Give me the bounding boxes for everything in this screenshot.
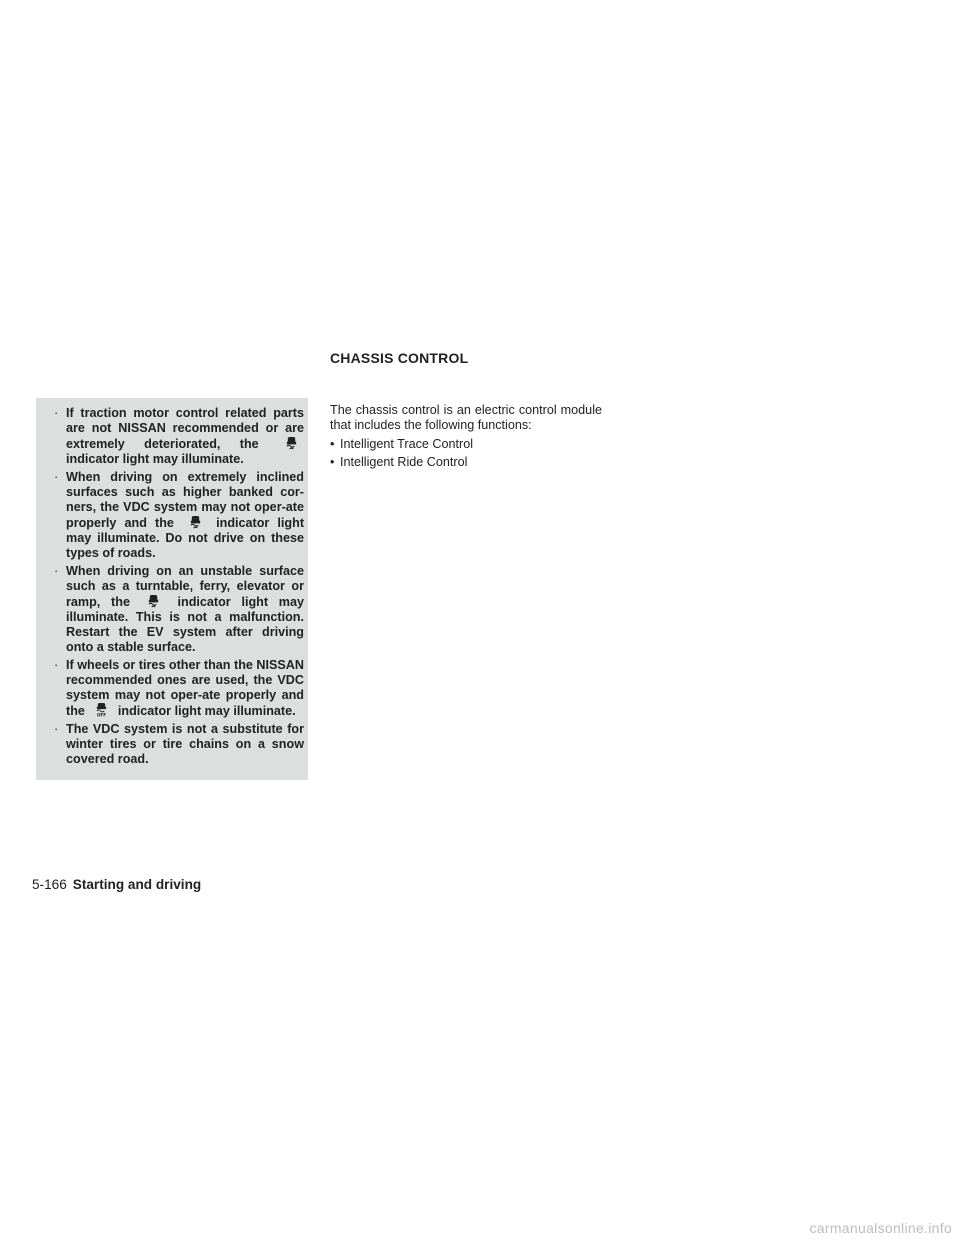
list-item-text: Intelligent Trace Control xyxy=(340,437,474,451)
caution-text: If wheels or tires other than the NISSAN recommended ones are used, the VDC system may not oper-ate properly and the xyxy=(66,658,304,718)
section-intro: The chassis control is an electric control module that includes the following functions: xyxy=(330,403,602,432)
caution-item xyxy=(54,564,304,655)
chapter-title: Starting and driving xyxy=(72,877,202,892)
caution-text: The VDC system is not a substitute for winter tires or tire chains on a snow covered road. xyxy=(66,722,304,766)
bullet: · xyxy=(54,406,59,420)
bullet: • xyxy=(330,455,335,469)
caution-item xyxy=(54,658,304,719)
section-body xyxy=(330,403,602,473)
caution-text: indicator light may illuminate. This is not a malfunction. Restart the EV system after driving onto a stable surface. xyxy=(66,595,305,654)
caution-text: If traction motor control related parts are not NISSAN recommended or are extremely deteriorated, the xyxy=(66,406,304,451)
caution-text: indicator light may illuminate. Do not drive on these types of roads. xyxy=(66,516,305,560)
bullet: · xyxy=(54,658,59,672)
list-item-text: Intelligent Ride Control xyxy=(340,455,468,469)
caution-text: When driving on extremely inclined surfaces such as higher banked cor-ners, the VDC system may not oper-ate properly and the xyxy=(66,470,304,530)
caution-item xyxy=(54,406,304,467)
page-number: 5-166 xyxy=(32,877,67,892)
caution-box xyxy=(36,398,308,780)
vdc-off-icon xyxy=(88,703,114,717)
list-item xyxy=(330,455,602,470)
caution-text: indicator light may illuminate. xyxy=(66,452,244,466)
caution-text: When driving on an unstable surface such as a turntable, ferry, elevator or ramp, the xyxy=(66,564,304,609)
caution-text: indicator light may illuminate. xyxy=(117,704,296,718)
bullet: · xyxy=(54,564,59,578)
watermark: carmanualsonline.info xyxy=(809,1220,952,1236)
bullet: · xyxy=(54,470,59,484)
vdc-slip-icon xyxy=(182,515,208,529)
caution-item xyxy=(54,470,304,561)
vdc-slip-icon xyxy=(278,436,304,450)
bullet: · xyxy=(54,722,59,736)
section-heading: CHASSIS CONTROL xyxy=(330,350,469,366)
list-item xyxy=(330,437,602,452)
vdc-slip-icon xyxy=(141,594,167,608)
svg-text:OFF: OFF xyxy=(96,712,106,717)
caution-list xyxy=(54,406,304,767)
caution-item xyxy=(54,722,304,767)
page-footer xyxy=(32,877,201,892)
function-list xyxy=(330,437,602,470)
bullet: • xyxy=(330,437,335,451)
